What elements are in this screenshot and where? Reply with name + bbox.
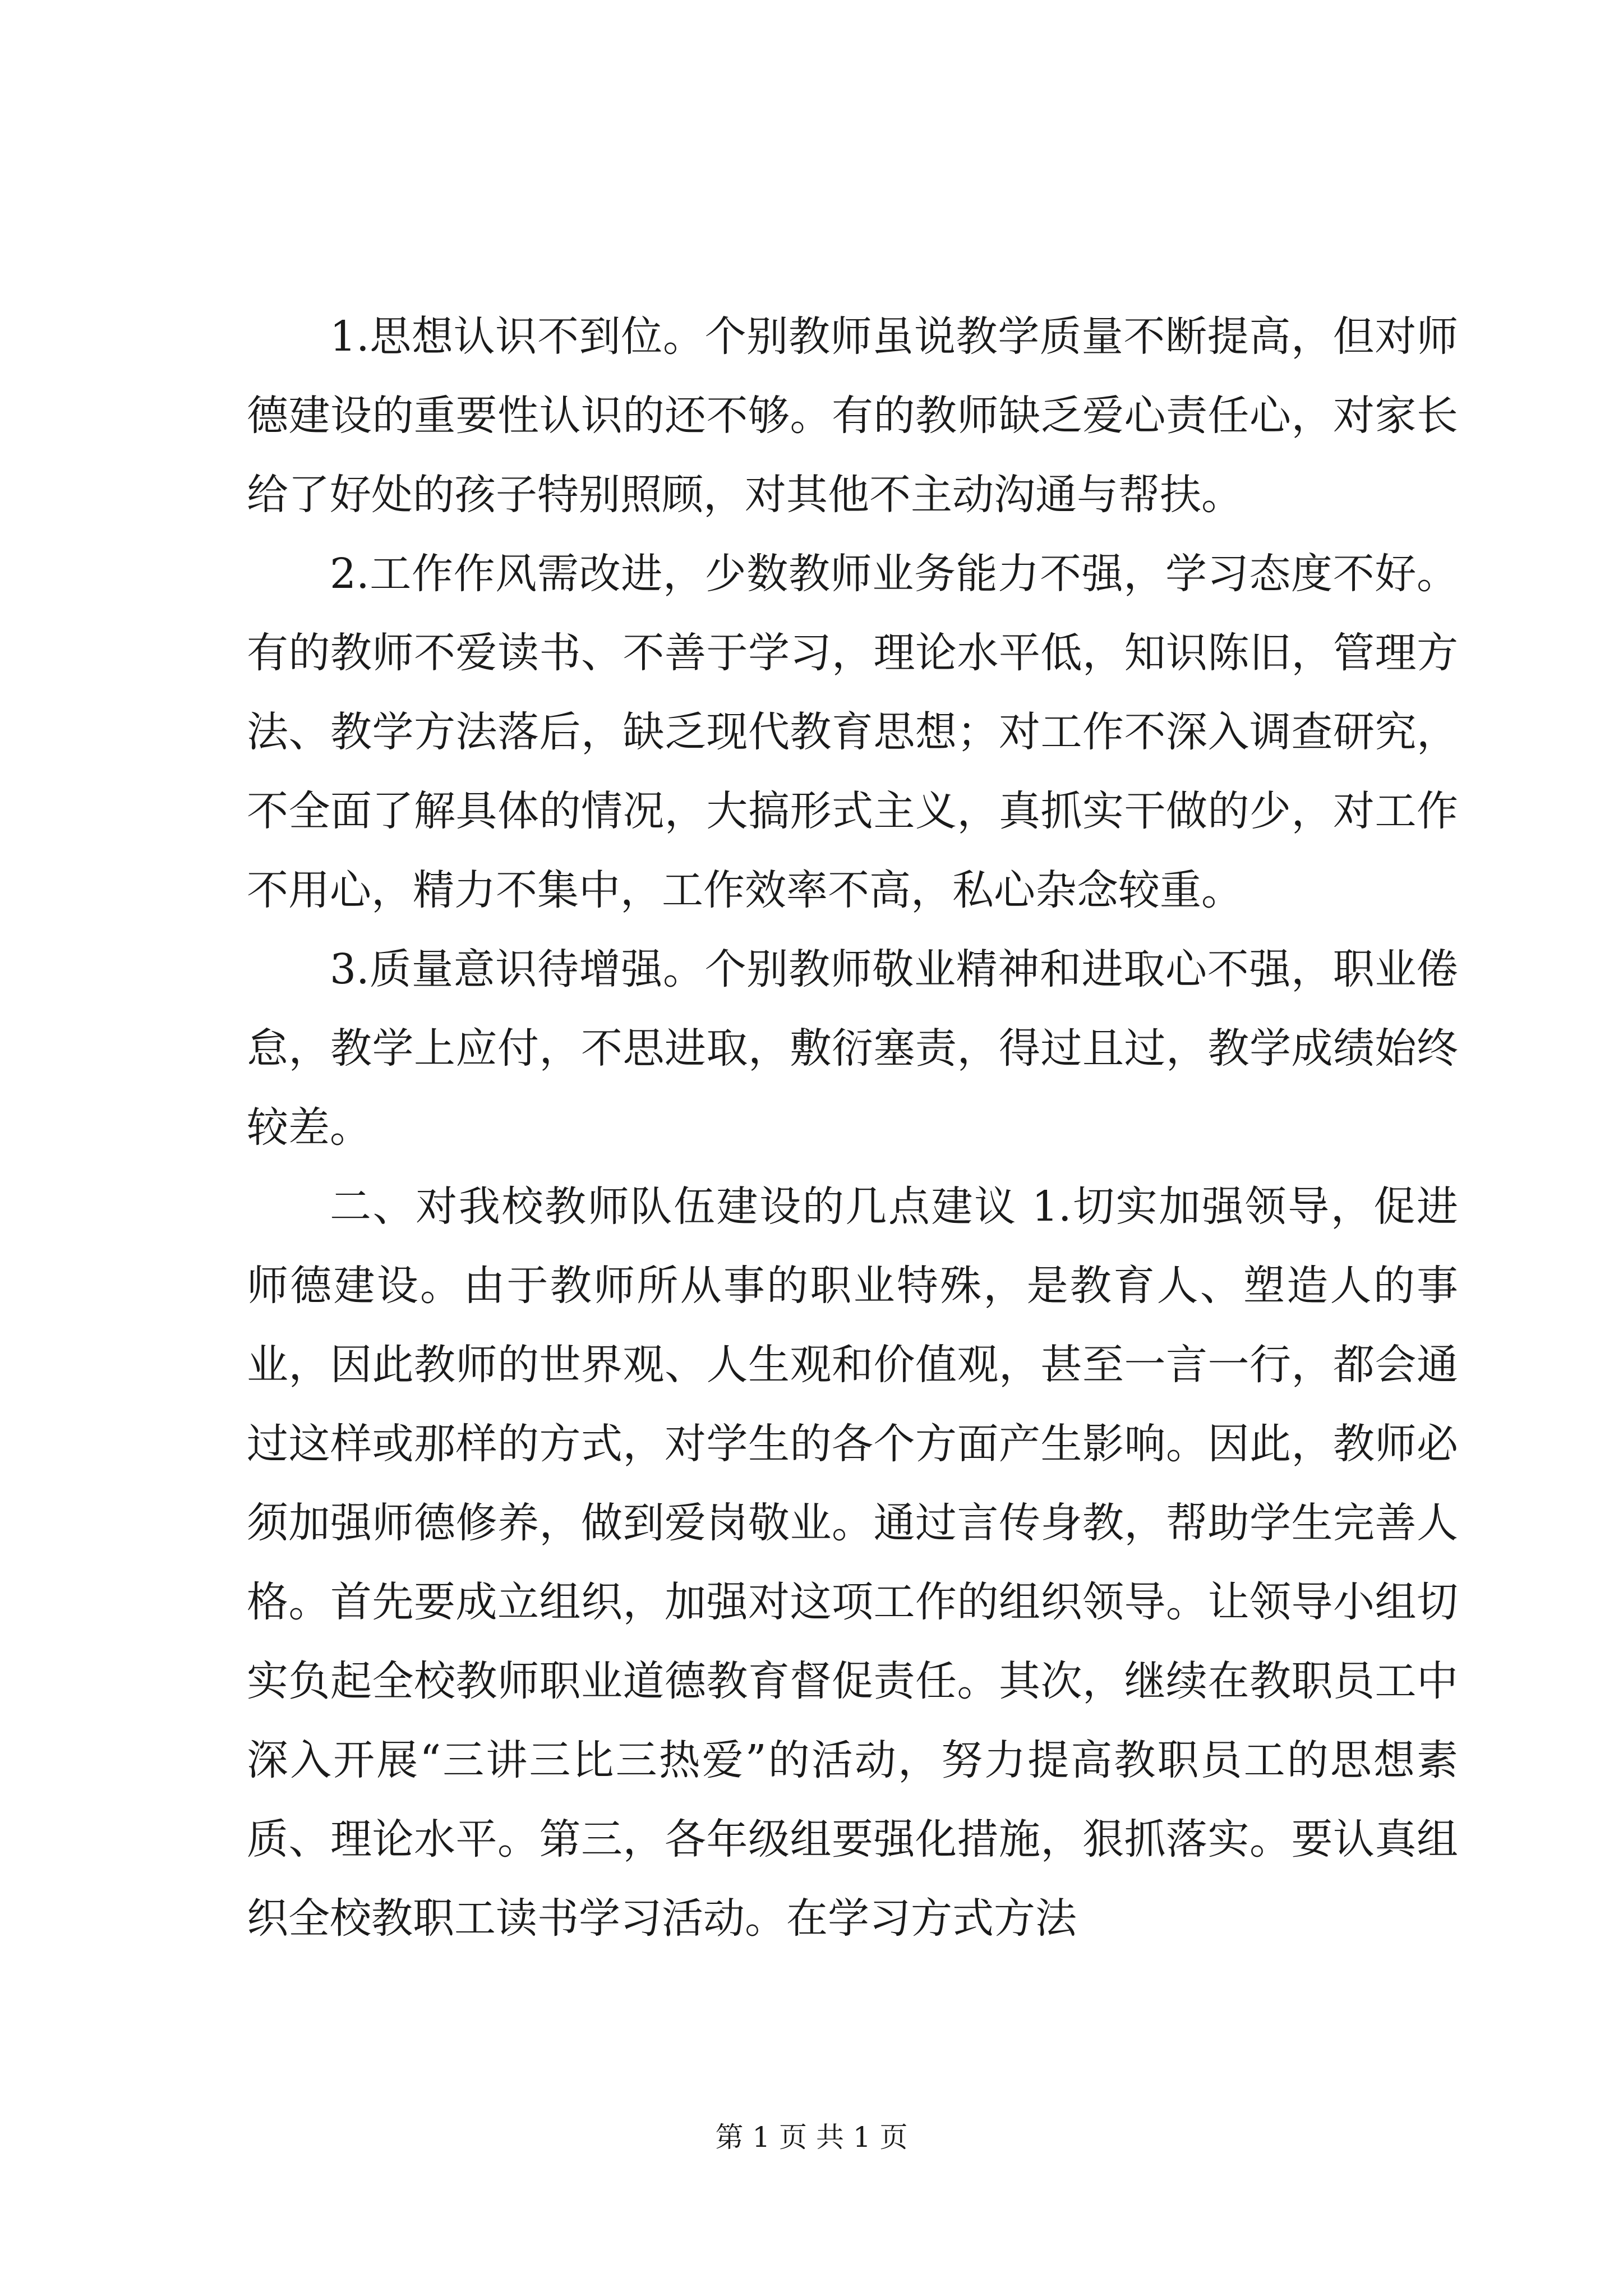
page-footer: 第 1 页 共 1 页 <box>715 2121 908 2154</box>
paragraph-4: 二、对我校教师队伍建设的几点建议 1.切实加强领导，促进师德建设。由于教师所从事的职业特殊，是教育人、塑造人的事业，因此教师的世界观、人生观和价值观，甚至一言一行，都会通过这样或那样的方式，对学生的各个方面产生影响。因此，教师必须加强师德修养，做到爱岗敬业。通过言传身教，帮助学生完善人格。首先要成立组织，加强对这项工作的组织领导。让领导小组切实负起全校教师职业道德教育督促责任。其次，继续在教职员工中深入开展“三讲三比三热爱”的活动，努力提高教职员工的思想素质、理论水平。第三，各年级组要强化措施，狠抓落实。要认真组织全校教职工读书学习活动。在学习方式方法 <box>247 1182 1458 1943</box>
paragraph-3: 3.质量意识待增强。个别教师敬业精神和进取心不强，职业倦怠，教学上应付，不思进取，敷衍塞责，得过且过，教学成绩始终较差。 <box>247 945 1458 1152</box>
paragraph-1: 1.思想认识不到位。个别教师虽说教学质量不断提高，但对师德建设的重要性认识的还不够。有的教师缺乏爱心责任心，对家长给了好处的孩子特别照顾，对其他不主动沟通与帮扶。 <box>247 312 1458 519</box>
paragraph-2: 2.工作作风需改进，少数教师业务能力不强，学习态度不好。有的教师不爱读书、不善于学习，理论水平低，知识陈旧，管理方法、教学方法落后，缺乏现代教育思想；对工作不深入调查研究，不全面了解具体的情况，大搞形式主义，真抓实干做的少，对工作不用心，精力不集中，工作效率不高，私心杂念较重。 <box>247 550 1458 914</box>
document-body <box>247 297 1458 1958</box>
